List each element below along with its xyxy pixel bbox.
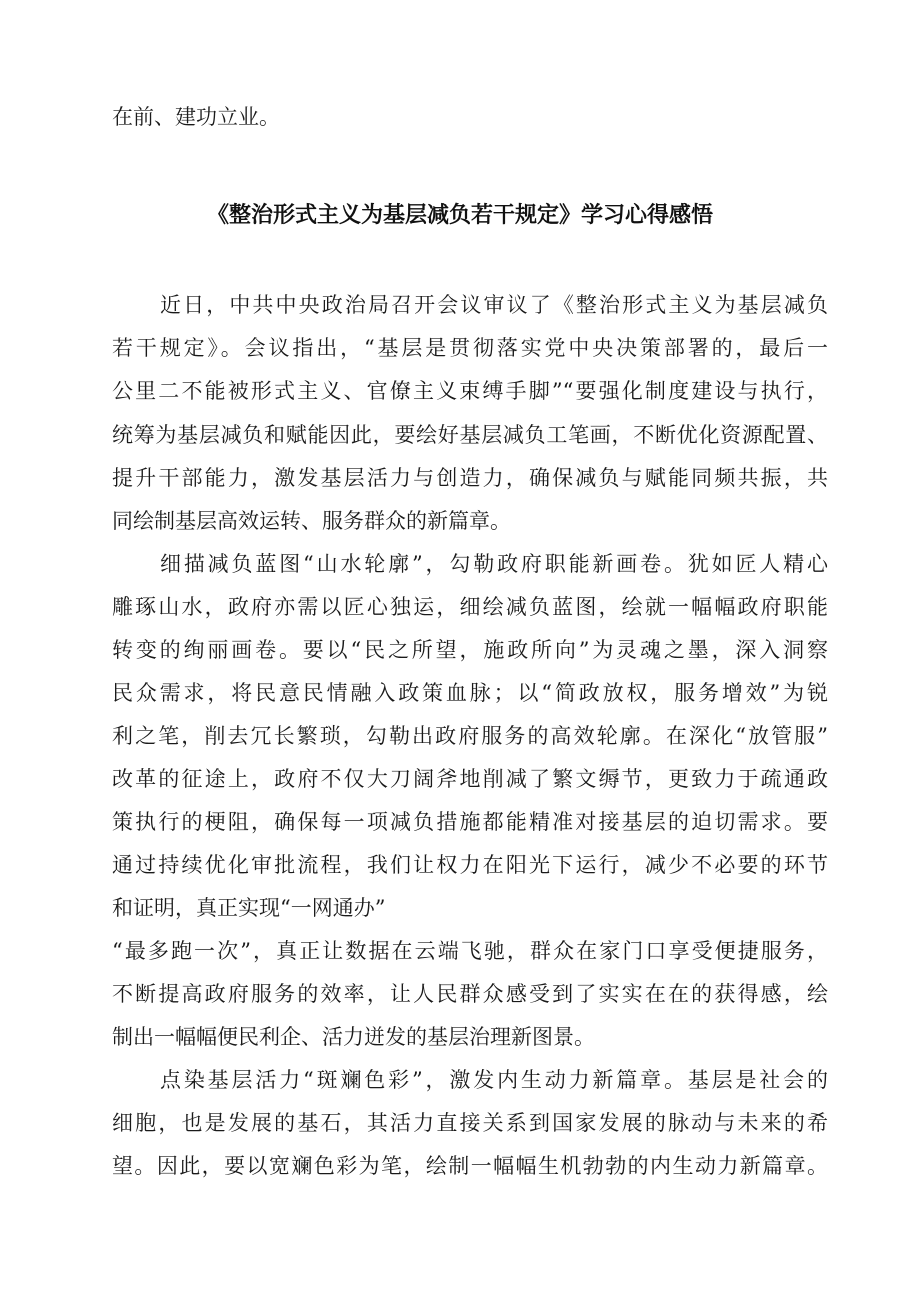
paragraph-line: 近日，中共中央政治局召开会议审议了《整治形式主义为基层减负 (160, 293, 828, 317)
paragraph-line: 同绘制基层高效运转、服务群众的新篇章。 (112, 509, 511, 533)
paragraph-line: 细胞，也是发展的基石，其活力直接关系到国家发展的脉动与未来的希 (112, 1111, 828, 1135)
paragraph-line: 细描减负蓝图“山水轮廓”，勾勒政府职能新画卷。犹如匠人精心 (160, 552, 828, 576)
paragraph-line: 利之笔，削去冗长繁琐，勾勒出政府服务的高效轮廓。在深化“放管服” (112, 724, 828, 748)
paragraph-line: 策执行的梗阻，确保每一项减负措施都能精准对接基层的迫切需求。要 (112, 810, 828, 834)
paragraph-line: 统筹为基层减负和赋能因此，要绘好基层减负工笔画，不断优化资源配置、 (112, 423, 828, 447)
article-title: 《整治形式主义为基层减负若干规定》学习心得感悟 (206, 203, 713, 228)
paragraph-line: 制出一幅幅便民利企、活力迸发的基层治理新图景。 (112, 1025, 595, 1049)
paragraph-line: 公里二不能被形式主义、官僚主义束缚手脚”“要强化制度建设与执行， (112, 379, 828, 403)
paragraph-line: 望。因此，要以宽斓色彩为笔，绘制一幅幅生机勃勃的内生动力新篇章。 (112, 1154, 828, 1178)
paragraph-line: 改革的征途上，政府不仅大刀阔斧地削减了繁文缛节，更致力于疏通政 (112, 767, 828, 791)
paragraph-line: 若干规定》。会议指出，“基层是贯彻落实党中央决策部署的，最后一 (112, 336, 828, 360)
paragraph-line: 民众需求，将民意民情融入政策血脉；以“简政放权，服务增效”为锐 (112, 681, 828, 705)
paragraph-line: 提升干部能力，激发基层活力与创造力，确保减负与赋能同频共振，共 (112, 466, 828, 490)
paragraph-line: “最多跑一次”，真正让数据在云端飞驰，群众在家门口享受便捷服务， (112, 939, 828, 963)
paragraph-line: 不断提高政府服务的效率，让人民群众感受到了实实在在的获得感，绘 (112, 982, 828, 1006)
intro-tail-line: 在前、建功立业。 (112, 105, 280, 129)
paragraph-line: 雕琢山水，政府亦需以匠心独运，细绘减负蓝图，绘就一幅幅政府职能 (112, 595, 828, 619)
paragraph-line: 通过持续优化审批流程，我们让权力在阳光下运行，减少不必要的环节 (112, 853, 828, 877)
paragraph-line: 转变的绚丽画卷。要以“民之所望，施政所向”为灵魂之墨，深入洞察 (112, 638, 828, 662)
paragraph-line: 和证明，真正实现“一网通办” (112, 896, 386, 920)
paragraph-line: 点染基层活力“斑斓色彩”，激发内生动力新篇章。基层是社会的 (160, 1068, 828, 1092)
